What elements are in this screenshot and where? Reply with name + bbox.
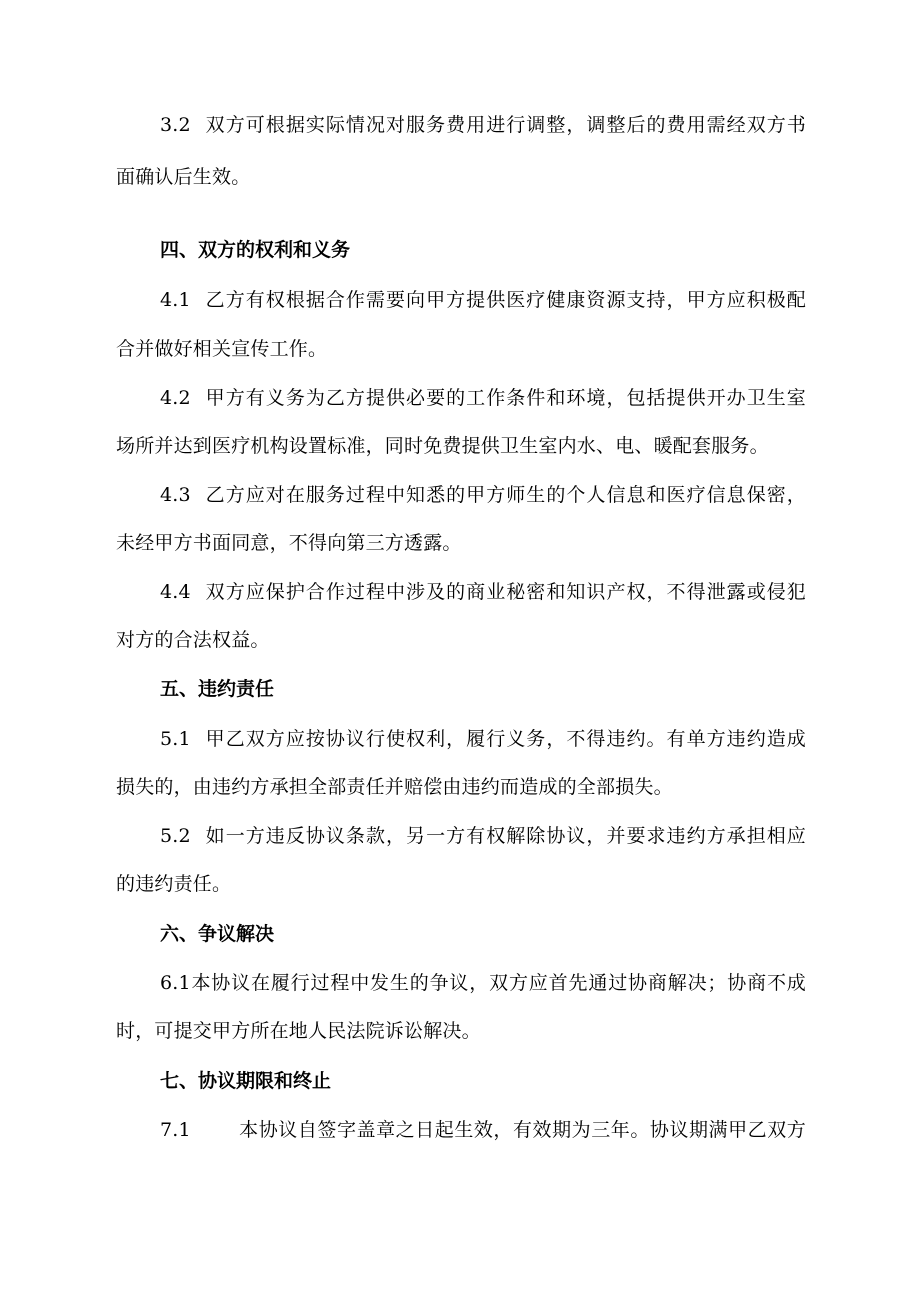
section-heading-7: 七、协议期限和终止 (160, 1070, 332, 1092)
clause-4-4-line-1 (160, 580, 806, 604)
clause-7-1-line-1 (160, 1118, 806, 1142)
section-heading-6: 六、争议解决 (160, 923, 275, 945)
clause-number: 3.2 (160, 114, 191, 136)
clause-text: 乙方有权根据合作需要向甲方提供医疗健康资源支持，甲方应积极配 (204, 289, 806, 311)
clause-6-1-line-2: 时，可提交甲方所在地人民法院诉讼解决。 (116, 1020, 481, 1042)
clause-number: 5.1 (160, 728, 191, 750)
clause-text: 如一方违反协议条款，另一方有权解除协议，并要求违约方承担相应 (204, 825, 806, 847)
clause-3-2-line-2: 面确认后生效。 (116, 166, 251, 188)
section-heading-5: 五、违约责任 (160, 678, 275, 700)
clause-3-2-line-1 (160, 113, 806, 137)
clause-5-1-line-1 (160, 727, 806, 751)
clause-4-2-line-1 (160, 386, 806, 410)
clause-text: 甲乙双方应按协议行使权利，履行义务，不得违约。有单方违约造成 (204, 728, 806, 750)
clause-number: 4.1 (160, 289, 191, 311)
clause-number: 5.2 (160, 825, 191, 847)
clause-text: 甲方有义务为乙方提供必要的工作条件和环境，包括提供开办卫生室 (204, 387, 806, 409)
clause-4-3-line-1 (160, 483, 806, 507)
clause-4-2-line-2: 场所并达到医疗机构设置标准，同时免费提供卫生室内水、电、暖配套服务。 (116, 435, 769, 457)
clause-6-1-line-1: 6.1本协议在履行过程中发生的争议，双方应首先通过协商解决；协商不成 (160, 972, 806, 994)
clause-5-2-line-2: 的违约责任。 (116, 873, 232, 895)
clause-text: 双方可根据实际情况对服务费用进行调整，调整后的费用需经双方书 (204, 114, 806, 136)
section-heading-4: 四、双方的权利和义务 (160, 239, 351, 261)
clause-number: 4.3 (160, 484, 191, 506)
clause-4-4-line-2: 对方的合法权益。 (116, 629, 270, 651)
clause-text: 双方应保护合作过程中涉及的商业秘密和知识产权，不得泄露或侵犯 (204, 581, 806, 603)
clause-4-3-line-2: 未经甲方书面同意，不得向第三方透露。 (116, 532, 462, 554)
clause-text: 本协议自签字盖章之日起生效，有效期为三年。协议期满甲乙双方 (238, 1119, 806, 1141)
clause-number: 7.1 (160, 1119, 191, 1141)
clause-number: 4.4 (160, 581, 191, 603)
clause-5-1-line-2: 损失的，由违约方承担全部责任并赔偿由违约而造成的全部损失。 (116, 776, 673, 798)
clause-4-1-line-2: 合并做好相关宣传工作。 (116, 338, 328, 360)
clause-number: 4.2 (160, 387, 191, 409)
clause-text: 乙方应对在服务过程中知悉的甲方师生的个人信息和医疗信息保密， (204, 484, 806, 506)
clause-5-2-line-1 (160, 824, 806, 848)
clause-4-1-line-1 (160, 288, 806, 312)
